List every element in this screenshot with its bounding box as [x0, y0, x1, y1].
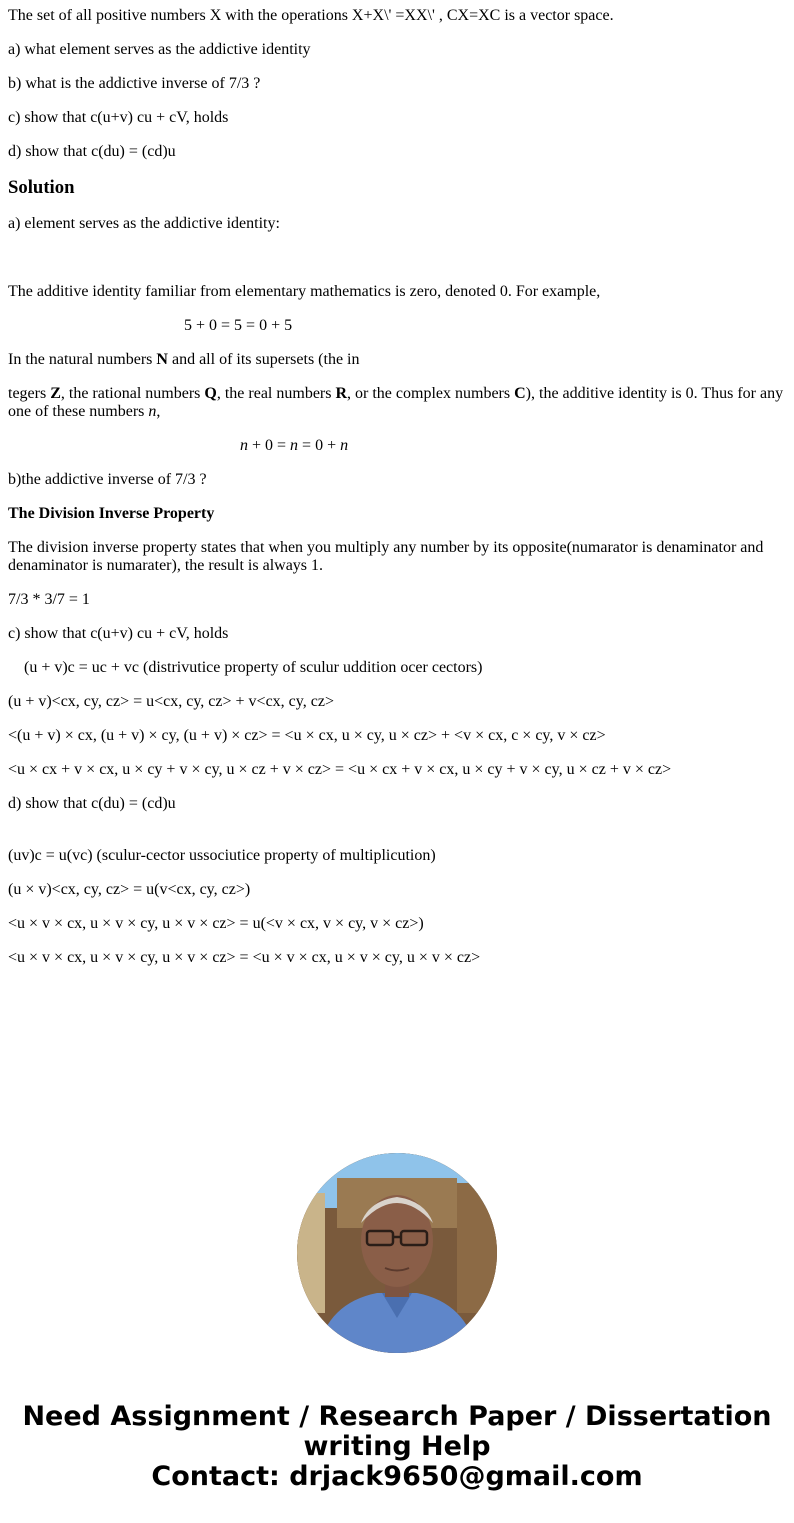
text-run: ), the additive identity is 0. Thus for any one of these numbers: [8, 385, 784, 420]
text-run: and all of its supersets (the in: [167, 351, 360, 368]
division-heading-text: The Division Inverse Property: [8, 505, 215, 522]
identity-text: The additive identity familiar from elementary mathematics is zero, denoted 0. For example,: [8, 283, 601, 300]
spacer: [8, 829, 786, 847]
division-heading: [8, 505, 786, 523]
set-symbol-z: Z: [50, 385, 61, 402]
integers-line: [8, 385, 786, 421]
promo-contact: Contact: drjack9650@gmail.com: [151, 1461, 643, 1492]
set-symbol-n: N: [156, 351, 168, 368]
question-intro: The set of all positive numbers X with the operations X+X\' =XX\' , CX=XC is a vector space.: [8, 7, 614, 24]
set-symbol-q: Q: [204, 385, 217, 402]
solution-a-heading: a) element serves as the addictive identity:: [8, 215, 280, 232]
text-run: , or the complex numbers: [347, 385, 515, 402]
d-line: <u × v × cx, u × v × cy, u × v × cz> = <u × v × cx, u × v × cy, u × v × cz>: [8, 949, 481, 966]
variable-n: n: [148, 403, 157, 420]
text-run: , the rational numbers: [60, 385, 205, 402]
text-run: ,: [156, 403, 161, 420]
solution-d-heading: d) show that c(du) = (cd)u: [8, 795, 176, 812]
division-equation: 7/3 * 3/7 = 1: [8, 591, 90, 608]
solution-c-heading: c) show that c(u+v) cu + cV, holds: [8, 625, 229, 642]
solution-heading: Solution: [8, 177, 75, 198]
text-run: tegers: [8, 385, 51, 402]
n-equation: [8, 437, 786, 455]
question-b: b) what is the addictive inverse of 7/3 ?: [8, 75, 261, 92]
naturals-line: [8, 351, 786, 369]
set-symbol-r: R: [335, 385, 348, 402]
variable-n: n: [290, 437, 299, 454]
division-text: The division inverse property states that when you multiply any number by its opposite(numarator is denaminator and denaminator is numarater), the result is always 1.: [8, 539, 764, 574]
variable-n: n: [340, 437, 349, 454]
promo-banner: [0, 1402, 794, 1492]
c-line: <u × cx + v × cx, u × cy + v × cy, u × cz + v × cz> = <u × cx + v × cx, u × cy + v × cy, u × cz + v × cz>: [8, 761, 672, 778]
text-run: In the natural numbers: [8, 351, 157, 368]
promo-line: Need Assignment / Research Paper / Dissertation: [22, 1401, 772, 1432]
d-line: (uv)c = u(vc) (sculur-cector ussociutice property of multiplicution): [8, 847, 436, 864]
d-line: <u × v × cx, u × v × cy, u × v × cz> = u(<v × cx, v × cy, v × cz>): [8, 915, 424, 932]
c-line: <(u + v) × cx, (u + v) × cy, (u + v) × cz> = <u × cx, u × cy, u × cz> + <v × cx, c × cy, v × cz>: [8, 727, 606, 744]
variable-n: n: [240, 437, 248, 454]
set-symbol-c: C: [514, 385, 526, 402]
c-line: (u + v)c = uc + vc (distrivutice property of sculur uddition ocer cectors): [24, 659, 483, 676]
text-run: = 0 +: [298, 437, 341, 454]
question-d: d) show that c(du) = (cd)u: [8, 143, 176, 160]
spacer: [8, 249, 786, 283]
author-photo: [297, 1153, 497, 1353]
c-line: (u + v)<cx, cy, cz> = u<cx, cy, cz> + v<cx, cy, cz>: [8, 693, 334, 710]
solution-b-heading: b)the addictive inverse of 7/3 ?: [8, 471, 207, 488]
text-run: + 0 =: [248, 437, 291, 454]
question-c: c) show that c(u+v) cu + cV, holds: [8, 109, 229, 126]
portrait-image: [297, 1153, 497, 1353]
d-line: (u × v)<cx, cy, cz> = u(v<cx, cy, cz>): [8, 881, 251, 898]
question-a: a) what element serves as the addictive identity: [8, 41, 311, 58]
example-equation: 5 + 0 = 5 = 0 + 5: [184, 317, 293, 334]
promo-line: writing Help: [303, 1431, 491, 1462]
text-run: , the real numbers: [216, 385, 336, 402]
